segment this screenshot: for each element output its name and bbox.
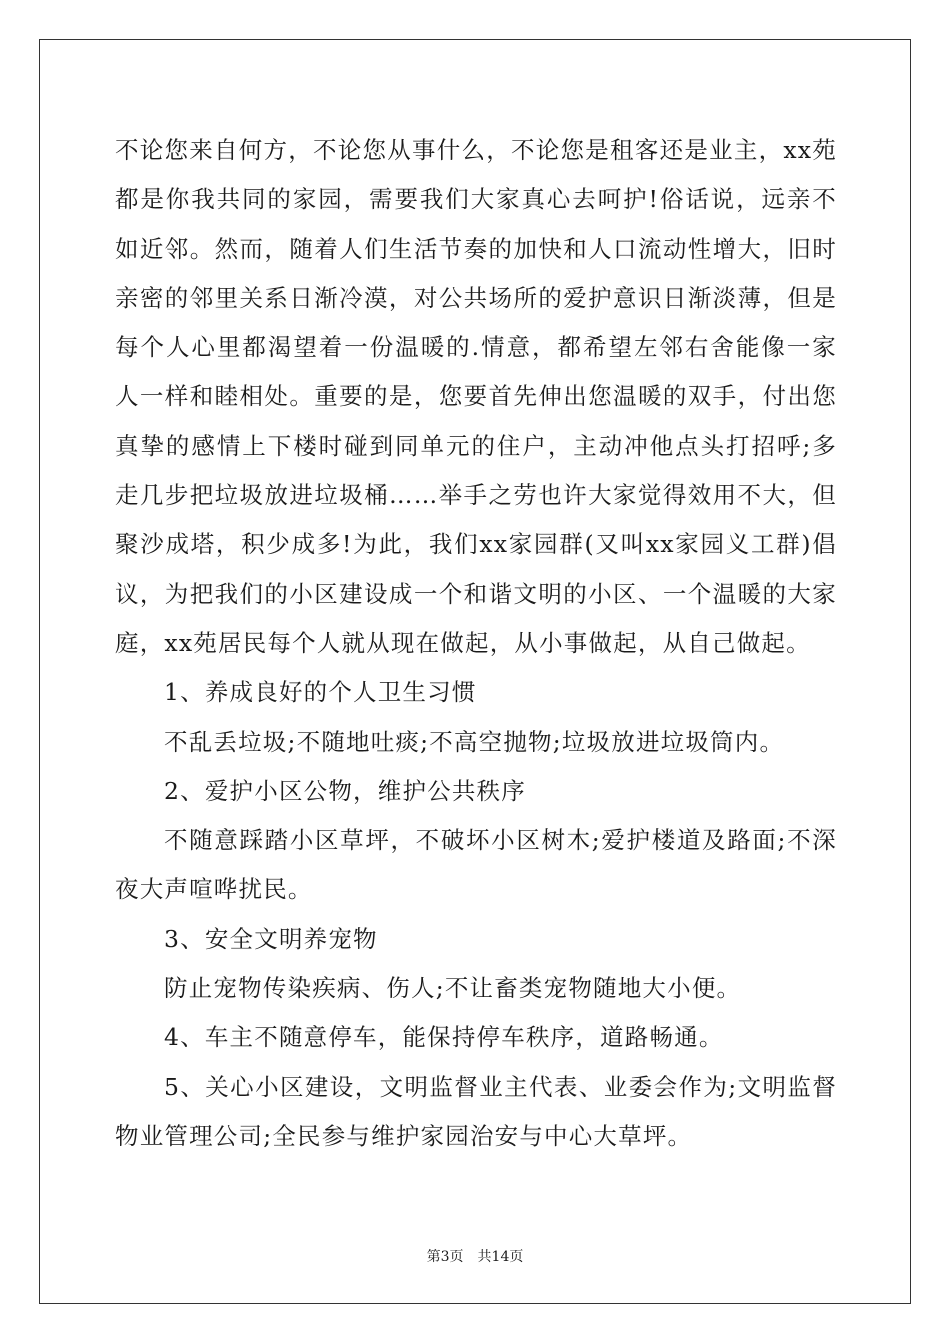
item-heading-5: 5、关心小区建设，文明监督业主代表、业委会作为;文明监督物业管理公司;全民参与维护家园治安与中心大草坪。 bbox=[115, 1072, 837, 1150]
item-heading-2: 2、爱护小区公物，维护公共秩序 bbox=[164, 776, 526, 805]
page-number: 第3页 bbox=[426, 1249, 464, 1265]
page-footer bbox=[0, 1246, 950, 1266]
item-body-1: 不乱丢垃圾;不随地吐痰;不高空抛物;垃圾放进垃圾筒内。 bbox=[164, 727, 785, 756]
item-body-3: 防止宠物传染疾病、伤人;不让畜类宠物随地大小便。 bbox=[164, 974, 742, 1003]
item-heading-3: 3、安全文明养宠物 bbox=[164, 924, 378, 953]
item-heading-4: 4、车主不随意停车，能保持停车秩序，道路畅通。 bbox=[164, 1023, 724, 1052]
document-body bbox=[115, 126, 837, 1161]
item-body-2: 不随意踩踏小区草坪，不破坏小区树木;爱护楼道及路面;不深夜大声喧哗扰民。 bbox=[115, 826, 837, 904]
item-heading-1: 1、养成良好的个人卫生习惯 bbox=[164, 678, 477, 707]
intro-paragraph: 不论您来自何方，不论您从事什么，不论您是租客还是业主，xx苑都是你我共同的家园，需要我们大家真心去呵护!俗话说，远亲不如近邻。然而，随着人们生活节奏的加快和人口流动性增大，旧时亲密的邻里关系日渐冷漠，对公共场所的爱护意识日渐淡薄，但是每个人心里都渴望着一份温暖的.情意，都希望左邻右舍能像一家人一样和睦相处。重要的是，您要首先伸出您温暖的双手，付出您真挚的感情上下楼时碰到同单元的住户，主动冲他点头打招呼;多走几步把垃圾放进垃圾桶……举手之劳也许大家觉得效用不大，但聚沙成塔，积少成多!为此，我们xx家园群(又叫xx家园义工群)倡议，为把我们的小区建设成一个和谐文明的小区、一个温暖的大家庭，xx苑居民每个人就从现在做起，从小事做起，从自己做起。 bbox=[115, 136, 837, 657]
total-pages: 共14页 bbox=[477, 1249, 524, 1265]
